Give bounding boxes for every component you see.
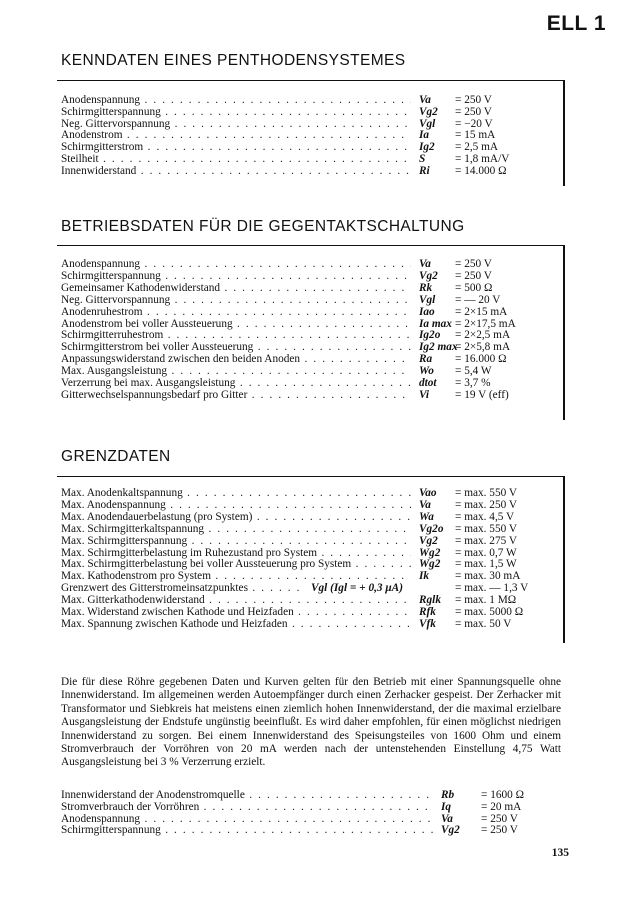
row-symbol: Vg2 [441, 824, 460, 837]
row-value: = max. 5000 Ω [455, 606, 524, 618]
section-title-kenndaten: KENNDATEN EINES PENTHODENSYSTEMES [61, 52, 406, 69]
data-row [61, 307, 561, 318]
row-value: = max. 550 V [455, 522, 518, 535]
data-row [61, 119, 561, 130]
data-row [61, 536, 561, 547]
data-row [61, 619, 561, 630]
row-label: Max. Anodenkaltspannung . . . [61, 488, 411, 499]
row-label: Schirmgitterruhestrom . . . [61, 330, 411, 341]
row-symbol: Va [419, 498, 431, 511]
row-symbol: Va [419, 258, 431, 270]
row-label: Schirmgitterspannung . . . [61, 825, 433, 836]
row-symbol: Va [441, 812, 453, 825]
row-symbol: Wo [419, 365, 434, 378]
row-symbol: Vg2 [419, 269, 438, 282]
row-value: = 3,7 % [455, 377, 491, 389]
page-number: 135 [551, 847, 569, 859]
data-row [61, 802, 561, 813]
row-symbol: Vg2 [419, 534, 438, 547]
row-value: = max. 50 V [455, 617, 512, 630]
row-label: Max. Anodenspannung . . . [61, 500, 411, 511]
row-label: Schirmgitterstrom . . . [61, 142, 411, 153]
row-label: Max. Gitterkathodenwiderstand . . . [61, 595, 411, 606]
row-symbol: Rfk [419, 606, 436, 618]
row-value: = max. 1,5 W [455, 558, 517, 571]
row-label: Max. Widerstand zwischen Kathode und Heizfaden . . . [61, 607, 411, 618]
row-value: = max. 250 V [455, 498, 518, 511]
data-row [61, 130, 561, 141]
row-label: Anodenstrom bei voller Aussteuerung . . . [61, 319, 411, 330]
row-value: = 14.000 Ω [455, 164, 507, 177]
row-symbol: Vgl [419, 293, 436, 306]
row-symbol: Ik [419, 570, 430, 583]
row-label: Innenwiderstand der Anodenstromquelle . . . [61, 790, 433, 801]
data-row [61, 166, 561, 177]
row-value: = 500 Ω [455, 281, 493, 294]
row-label: Anodenspannung . . . [61, 259, 411, 270]
row-symbol: Ia [419, 129, 430, 142]
row-value: = 250 V [455, 105, 492, 118]
row-symbol: Iao [419, 305, 435, 318]
row-symbol: Wg2 [419, 546, 441, 559]
row-label: Schirmgitterspannung . . . [61, 271, 411, 282]
row-label: Schirmgitterspannung . . . [61, 107, 411, 118]
row-symbol: Vg2 [419, 105, 438, 118]
row-symbol: dtot [419, 377, 437, 389]
data-row [61, 390, 561, 401]
row-label: Max. Spannung zwischen Kathode und Heizfaden . . . [61, 619, 411, 630]
row-value: = 2×5,8 mA [455, 341, 511, 354]
row-value: = max. 1 MΩ [455, 594, 517, 607]
data-row [61, 488, 561, 499]
row-symbol: Vgl [419, 117, 436, 130]
data-row [61, 142, 561, 153]
data-row [61, 378, 561, 389]
section-title-grenzdaten: GRENZDATEN [61, 448, 171, 465]
row-value: = 15 mA [455, 129, 496, 142]
row-value: = 16.000 Ω [455, 353, 507, 366]
row-label: Gemeinsamer Kathodenwiderstand . . . [61, 283, 411, 294]
data-row [61, 366, 561, 377]
row-symbol: Wa [419, 510, 434, 523]
row-value: = 5,4 W [455, 365, 492, 378]
row-value: = 250 V [455, 269, 492, 282]
row-value: = 2×15 mA [455, 305, 508, 318]
data-row [61, 825, 561, 836]
data-row [61, 107, 561, 118]
notes-paragraph: Die für diese Röhre gegebenen Daten und Kurven gelten für den Betrieb mit einer Spannungsquelle ohne Innenwiderstand. Im allgemeinen werden Autoempfänger durch einen Zerhacker gespeist. Der Zerhacker mit Transformator und Siebkreis hat meistens einen ziemlich hohen Innenwiderstand, der die maximal erzielbare Ausgangsleistung der Endstufe ungünstig beeinflußt. Es wird daher empfohlen, für einen möglichst niedrigen Innenwiderstand zu sorgen. Bei einem Innenwiderstand des Speisungsteiles von 1600 Ohm und einem Stromverbrauch der Vorröhren von 20 mA werden nach der untenstehenden Einstellung 4,75 Watt Ausgangsleistung bei 3 % Verzerrung erzielt. [61, 676, 561, 769]
row-symbol: Wg2 [419, 558, 441, 571]
row-label: Stromverbrauch der Vorröhren . . . [61, 802, 433, 813]
row-label: Max. Schirmgitterbelastung im Ruhezustand pro System . . . [61, 548, 411, 559]
data-row [61, 548, 561, 559]
data-row [61, 524, 561, 535]
row-label: Verzerrung bei max. Ausgangsleistung . . . [61, 378, 411, 389]
row-symbol: Vgl (Igl = + 0,3 μA) [311, 582, 403, 595]
row-value: = 1600 Ω [481, 789, 525, 801]
row-label: Max. Schirmgitterbelastung bei voller Aussteuerung pro System . . . [61, 559, 411, 570]
row-symbol: Iq [441, 800, 452, 813]
row-value: = 19 V (eff) [455, 388, 509, 401]
row-symbol: Rglk [419, 594, 441, 607]
data-row [61, 95, 561, 106]
data-row [61, 571, 561, 582]
row-value: = 1,8 mA/V [455, 153, 510, 165]
row-value: = — 20 V [455, 293, 501, 306]
row-label: Steilheit . . . [61, 154, 411, 165]
data-row [61, 583, 561, 594]
row-label: Gitterwechselspannungsbedarf pro Gitter . . . [61, 390, 411, 401]
row-label: Anodenruhestrom . . . [61, 307, 411, 318]
row-value: = max. 275 V [455, 534, 518, 547]
data-row [61, 814, 561, 825]
row-symbol: S [419, 153, 426, 165]
data-row [61, 342, 561, 353]
data-row [61, 512, 561, 523]
row-value: = max. 30 mA [455, 570, 521, 583]
row-symbol: Ig2o [419, 329, 441, 342]
row-symbol: Vg2o [419, 522, 444, 535]
data-row [61, 319, 561, 330]
data-row [61, 559, 561, 570]
row-value: = max. 550 V [455, 487, 518, 499]
data-row [61, 354, 561, 365]
row-symbol: Va [419, 94, 431, 106]
row-label: Neg. Gittervorspannung . . . [61, 295, 411, 306]
row-symbol: Ia max [419, 317, 452, 330]
row-symbol: Ri [419, 164, 430, 177]
row-value: = 250 V [481, 812, 518, 825]
row-label: Grenzwert des Gitterstromeinsatzpunktes . . . [61, 583, 301, 594]
row-symbol: Vi [419, 388, 430, 401]
row-value: = −20 V [455, 117, 493, 130]
section-title-betriebsdaten: BETRIEBSDATEN FÜR DIE GEGENTAKTSCHALTUNG [61, 218, 465, 235]
data-row [61, 259, 561, 270]
row-value: = 2×2,5 mA [455, 329, 511, 342]
row-label: Max. Schirmgitterspannung . . . [61, 536, 411, 547]
row-value: = 2,5 mA [455, 141, 499, 154]
row-label: Anodenspannung . . . [61, 814, 433, 825]
row-value: = 250 V [455, 94, 492, 106]
data-row [61, 595, 561, 606]
row-label: Anodenstrom . . . [61, 130, 411, 141]
row-label: Schirmgitterstrom bei voller Aussteuerung . . . [61, 342, 411, 353]
row-value: = 20 mA [481, 800, 522, 813]
row-symbol: Ra [419, 353, 433, 366]
row-value: = max. — 1,3 V [455, 582, 529, 595]
data-row [61, 330, 561, 341]
data-row [61, 500, 561, 511]
row-value: = 250 V [481, 824, 518, 837]
row-value: = 250 V [455, 258, 492, 270]
row-value: = 2×17,5 mA [455, 317, 516, 330]
row-label: Max. Ausgangsleistung . . . [61, 366, 411, 377]
row-label: Anodenspannung . . . [61, 95, 411, 106]
data-row [61, 154, 561, 165]
row-label: Max. Anodendauerbelastung (pro System) . . . [61, 512, 411, 523]
row-value: = max. 0,7 W [455, 546, 517, 559]
row-symbol: Vfk [419, 617, 436, 630]
row-label: Neg. Gittervorspannung . . . [61, 119, 411, 130]
row-symbol: Ig2 max [419, 341, 458, 354]
row-symbol: Vao [419, 487, 437, 499]
data-row [61, 283, 561, 294]
row-label: Max. Kathodenstrom pro System . . . [61, 571, 411, 582]
data-row [61, 295, 561, 306]
row-symbol: Ig2 [419, 141, 435, 154]
row-label: Anpassungswiderstand zwischen den beiden Anoden . . . [61, 354, 411, 365]
row-label: Innenwiderstand . . . [61, 166, 411, 177]
data-row [61, 607, 561, 618]
row-symbol: Rk [419, 281, 433, 294]
data-row [61, 790, 561, 801]
tube-designation: ELL 1 [546, 12, 606, 35]
row-symbol: Rb [441, 789, 455, 801]
row-value: = max. 4,5 V [455, 510, 515, 523]
data-row [61, 271, 561, 282]
row-label: Max. Schirmgitterkaltspannung . . . [61, 524, 411, 535]
